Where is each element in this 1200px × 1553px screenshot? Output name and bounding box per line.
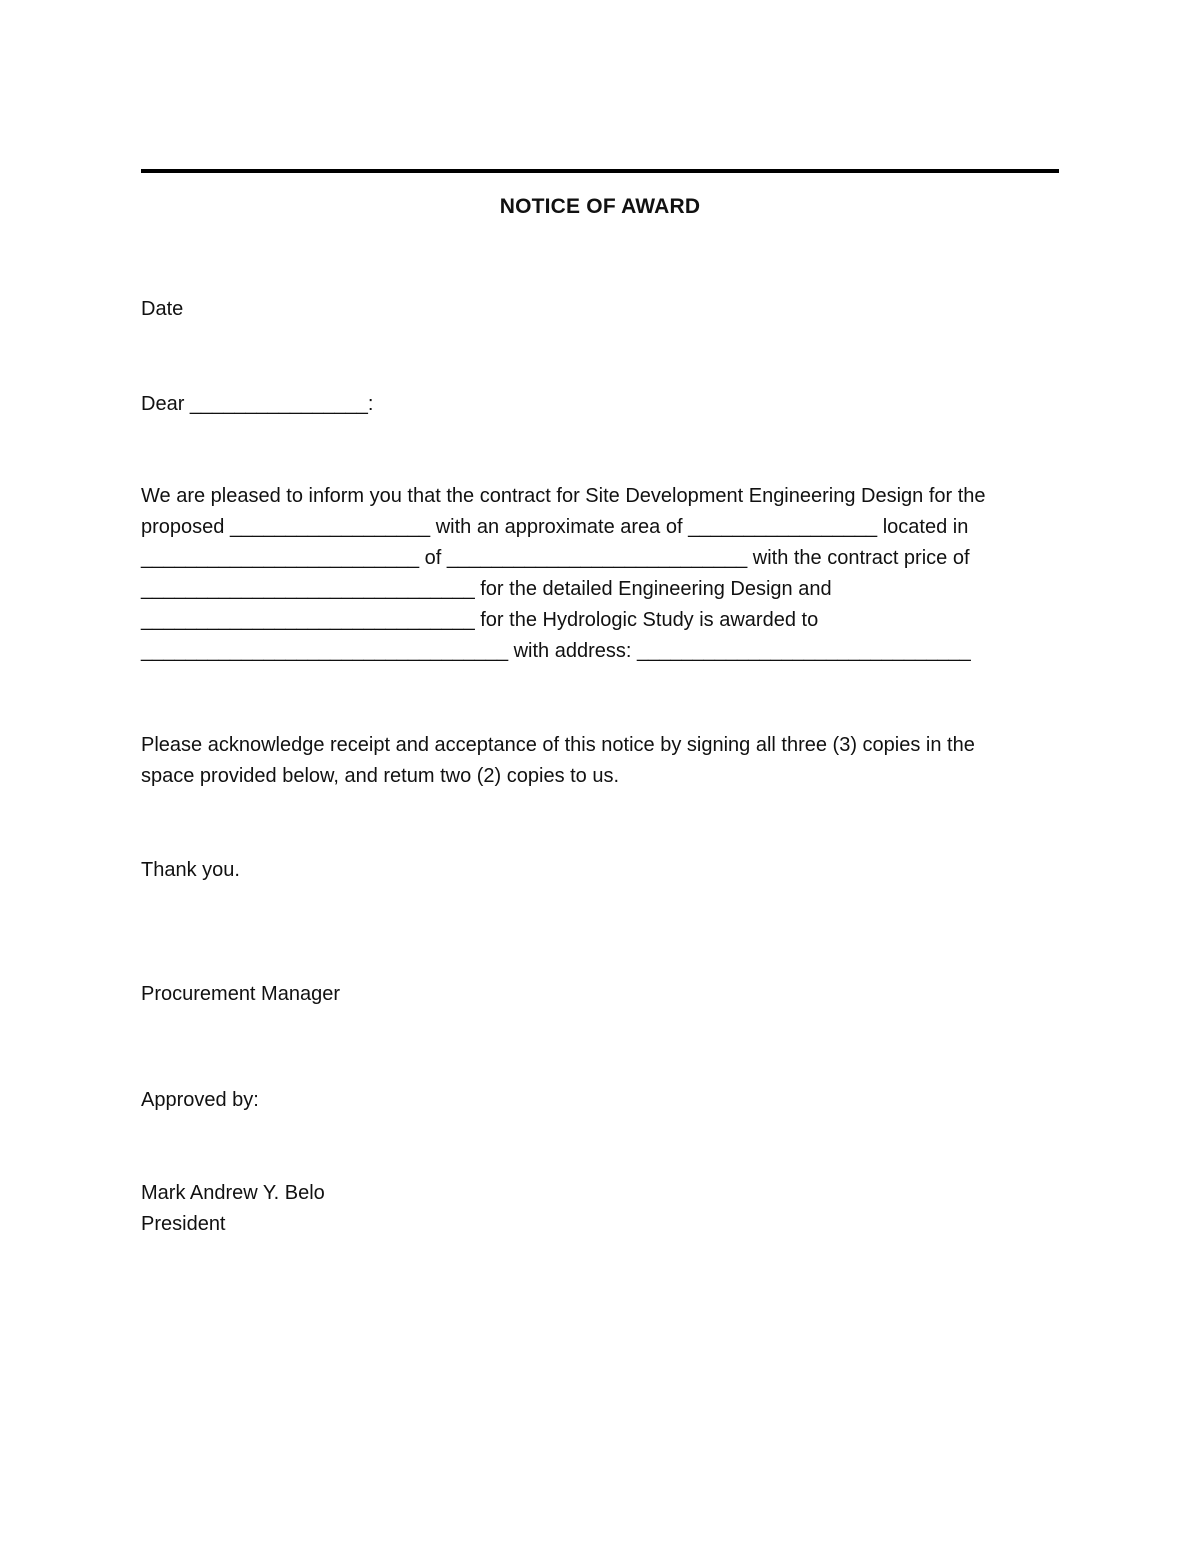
sender-title: Procurement Manager	[141, 983, 340, 1005]
document-title: NOTICE OF AWARD	[499, 195, 701, 218]
salutation: Dear ________________:	[141, 393, 374, 415]
approved-label: Approved by:	[141, 1089, 259, 1111]
award-line-3: _________________________ of ___________________________ with the contract price of	[141, 547, 970, 569]
award-line-6: _________________________________ with address: ______________________________	[141, 640, 971, 662]
award-line-2: proposed __________________ with an approximate area of _________________ located in	[141, 516, 969, 538]
header-rule	[141, 169, 1059, 173]
approver-name: Mark Andrew Y. Belo	[141, 1182, 325, 1204]
date-label: Date	[141, 298, 184, 320]
award-paragraph	[141, 481, 1061, 667]
award-line-1: We are pleased to inform you that the contract for Site Development Engineering Design for the	[141, 485, 986, 507]
closing: Thank you.	[141, 859, 240, 881]
award-line-4: ______________________________ for the detailed Engineering Design and	[141, 578, 832, 600]
acknowledge-line-2: space provided below, and retum two (2) copies to us.	[141, 765, 620, 787]
acknowledge-line-1: Please acknowledge receipt and acceptance of this notice by signing all three (3) copies in the	[141, 734, 975, 756]
award-line-5: ______________________________ for the Hydrologic Study is awarded to	[141, 609, 819, 631]
acknowledge-paragraph	[141, 730, 1061, 792]
approver-title: President	[141, 1213, 226, 1235]
